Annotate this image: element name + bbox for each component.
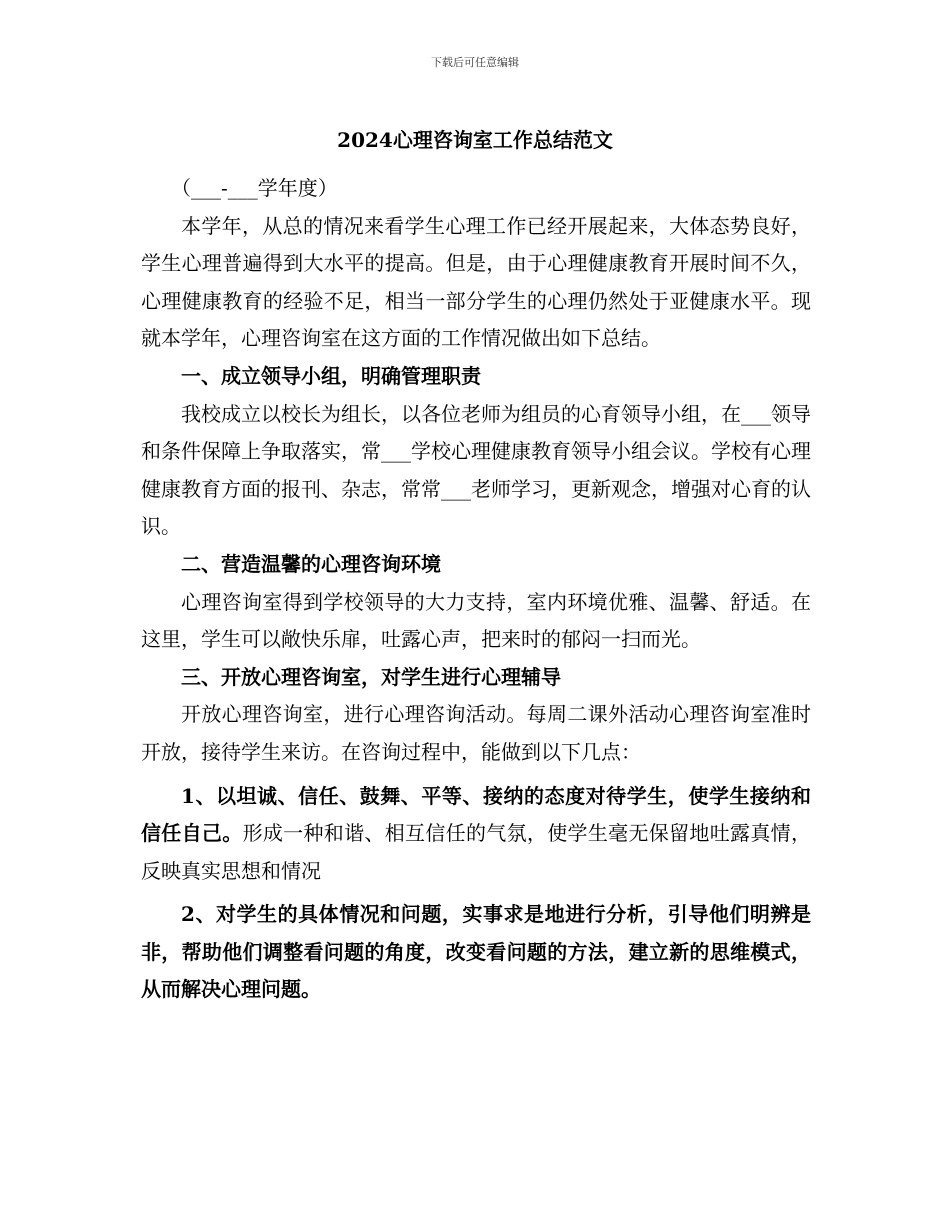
point-1 bbox=[141, 778, 811, 891]
point-1-bold: 1、以坦诚、信任、鼓舞、平等、接纳的态度对待学生，使学生接纳和信任自己。 bbox=[141, 783, 811, 846]
point-2 bbox=[141, 896, 811, 1009]
section-body-3: 开放心理咨询室，进行心理咨询活动。每周二课外活动心理咨询室准时开放，接待学生来访。在咨询过程中，能做到以下几点： bbox=[141, 702, 811, 764]
section-heading-3: 三、开放心理咨询室，对学生进行心理辅导 bbox=[181, 664, 561, 689]
section-heading-1: 一、成立领导小组，明确管理职责 bbox=[181, 363, 481, 388]
year-line: （___-___学年度） bbox=[171, 176, 338, 200]
section-body-1: 我校成立以校长为组长，以各位老师为组员的心育领导小组，在___领导和条件保障上争取落实，常___学校心理健康教育领导小组会议。学校有心理健康教育方面的报刊、杂志，常常___老师学习，更新观念，增强对心育的认识。 bbox=[141, 401, 811, 539]
section-heading-2: 二、营造温馨的心理咨询环境 bbox=[181, 551, 441, 576]
header-note: 下载后可任意编辑 bbox=[431, 56, 519, 69]
document-title: 2024心理咨询室工作总结范文 bbox=[337, 128, 613, 152]
document-body bbox=[141, 170, 811, 1009]
section-body-2: 心理咨询室得到学校领导的大力支持，室内环境优雅、温馨、舒适。在这里，学生可以敞快乐扉，吐露心声，把来时的郁闷一扫而光。 bbox=[141, 589, 811, 652]
point-2-bold: 2、对学生的具体情况和问题，实事求是地进行分析，引导他们明辨是非，帮助他们调整看问题的角度，改变看问题的方法，建立新的思维模式，从而解决心理问题。 bbox=[141, 902, 811, 1002]
point-1-text: 形成一种和谐、相互信任的气氛，使学生毫无保留地吐露真情，反映真实思想和情况 bbox=[141, 821, 811, 883]
intro-paragraph: 本学年，从总的情况来看学生心理工作已经开展起来，大体态势良好，学生心理普遍得到大水平的提高。但是，由于心理健康教育开展时间不久，心理健康教育的经验不足，相当一部分学生的心理仍然处于亚健康水平。现就本学年，心理咨询室在这方面的工作情况做出如下总结。 bbox=[141, 213, 811, 351]
